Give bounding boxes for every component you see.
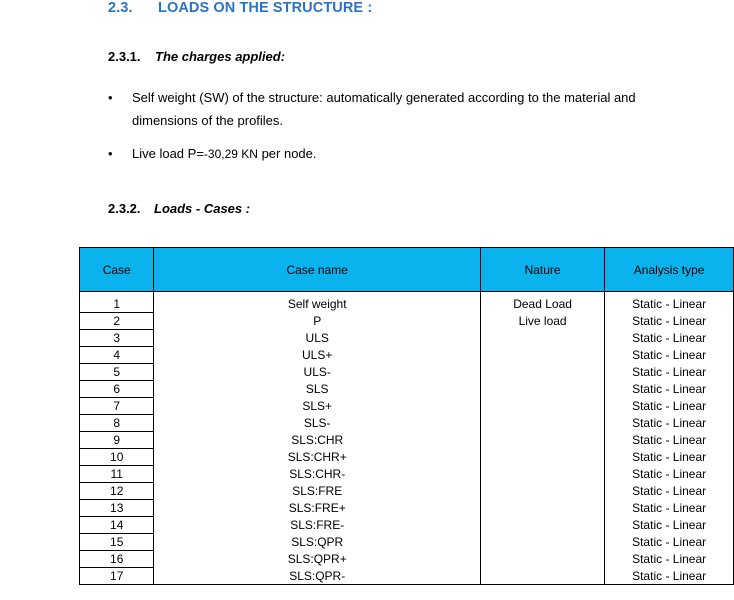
cell-case: 7: [80, 398, 154, 415]
header-case-name: Case name: [154, 248, 480, 292]
table-row: [80, 466, 734, 483]
bullet-dot: •: [108, 146, 113, 161]
cell-case-name: SLS:FRE-: [154, 517, 480, 534]
cell-case-name: SLS+: [154, 398, 480, 415]
table-row: [80, 415, 734, 432]
cell-nature: [480, 415, 604, 432]
subsection-number: 2.3.2.: [108, 201, 141, 216]
cell-nature: [480, 466, 604, 483]
subsection-heading-cases: [108, 201, 250, 216]
cell-analysis-type: Static - Linear: [605, 466, 734, 483]
cell-case: 14: [80, 517, 154, 534]
cell-case: 3: [80, 330, 154, 347]
cell-analysis-type: Static - Linear: [605, 432, 734, 449]
cell-case: 5: [80, 364, 154, 381]
cell-analysis-type: Static - Linear: [605, 398, 734, 415]
cell-case: 1: [80, 296, 154, 313]
cell-analysis-type: Static - Linear: [605, 500, 734, 517]
cell-nature: [480, 517, 604, 534]
cell-case: 10: [80, 449, 154, 466]
table-row: [80, 449, 734, 466]
cell-case: 9: [80, 432, 154, 449]
cell-analysis-type: Static - Linear: [605, 449, 734, 466]
cell-case-name: SLS:FRE: [154, 483, 480, 500]
table-row: [80, 330, 734, 347]
live-load-suffix: per node.: [257, 146, 317, 161]
cell-case: 13: [80, 500, 154, 517]
cell-case-name: SLS:FRE+: [154, 500, 480, 517]
cell-case-name: ULS-: [154, 364, 480, 381]
table-row: [80, 483, 734, 500]
cell-nature: [480, 432, 604, 449]
live-load-prefix: Live load P=: [132, 146, 204, 161]
header-case: Case: [80, 248, 154, 292]
table-row: [80, 398, 734, 415]
table-row: [80, 313, 734, 330]
table-row: [80, 296, 734, 313]
cell-case-name: Self weight: [154, 296, 480, 313]
cell-case: 16: [80, 551, 154, 568]
cell-nature: [480, 347, 604, 364]
table-row: [80, 381, 734, 398]
cell-analysis-type: Static - Linear: [605, 347, 734, 364]
cell-case: 6: [80, 381, 154, 398]
load-cases-table: [79, 247, 734, 585]
cell-nature: [480, 534, 604, 551]
cell-case-name: SLS: [154, 381, 480, 398]
cell-nature: Dead Load: [480, 296, 604, 313]
cell-analysis-type: Static - Linear: [605, 364, 734, 381]
bullet-dot: •: [108, 90, 113, 105]
bullet-text: Self weight (SW) of the structure: automatically generated according to the material and dimensions of the profiles.: [132, 90, 636, 128]
cell-case: 17: [80, 568, 154, 585]
section-number: 2.3.: [108, 0, 133, 16]
cell-analysis-type: Static - Linear: [605, 415, 734, 432]
cell-nature: [480, 551, 604, 568]
bullet-text: [132, 142, 317, 166]
subsection-number: 2.3.1.: [108, 49, 141, 64]
table-row: [80, 551, 734, 568]
section-heading: [108, 0, 372, 16]
cell-case-name: SLS-: [154, 415, 480, 432]
cell-case: 12: [80, 483, 154, 500]
header-analysis-type: Analysis type: [605, 248, 734, 292]
cell-case-name: ULS+: [154, 347, 480, 364]
cell-nature: [480, 483, 604, 500]
table-body: [80, 292, 734, 585]
table-row: [80, 364, 734, 381]
cell-case-name: SLS:QPR: [154, 534, 480, 551]
cell-analysis-type: Static - Linear: [605, 483, 734, 500]
cell-case: 4: [80, 347, 154, 364]
header-nature: Nature: [480, 248, 604, 292]
cell-analysis-type: Static - Linear: [605, 296, 734, 313]
cell-case: 15: [80, 534, 154, 551]
cell-analysis-type: Static - Linear: [605, 313, 734, 330]
table-header-row: [80, 248, 734, 292]
cell-nature: [480, 449, 604, 466]
cell-case: 11: [80, 466, 154, 483]
cell-case-name: SLS:CHR: [154, 432, 480, 449]
live-load-value: -30,29 KN: [203, 147, 258, 161]
cell-analysis-type: Static - Linear: [605, 568, 734, 585]
cell-nature: [480, 381, 604, 398]
subsection-heading-charges: [108, 49, 285, 64]
cell-analysis-type: Static - Linear: [605, 381, 734, 398]
cell-nature: [480, 568, 604, 585]
cell-case: 8: [80, 415, 154, 432]
table-row: [80, 534, 734, 551]
table-row: [80, 347, 734, 364]
subsection-title: Loads - Cases :: [154, 201, 251, 216]
table-row: [80, 517, 734, 534]
cell-analysis-type: Static - Linear: [605, 517, 734, 534]
table-row: [80, 500, 734, 517]
cell-case-name: SLS:CHR+: [154, 449, 480, 466]
cell-case: 2: [80, 313, 154, 330]
table-row: [80, 568, 734, 585]
cell-nature: [480, 364, 604, 381]
cell-nature: [480, 330, 604, 347]
cell-analysis-type: Static - Linear: [605, 330, 734, 347]
subsection-title: The charges applied:: [155, 49, 286, 64]
cell-case-name: SLS:QPR-: [154, 568, 480, 585]
cell-case-name: P: [154, 313, 480, 330]
cell-analysis-type: Static - Linear: [605, 534, 734, 551]
cell-analysis-type: Static - Linear: [605, 551, 734, 568]
cell-case-name: ULS: [154, 330, 480, 347]
cell-case-name: SLS:QPR+: [154, 551, 480, 568]
cell-nature: [480, 398, 604, 415]
section-title: LOADS ON THE STRUCTURE :: [158, 0, 373, 16]
cell-case-name: SLS:CHR-: [154, 466, 480, 483]
cell-nature: Live load: [480, 313, 604, 330]
cell-nature: [480, 500, 604, 517]
table-row: [80, 432, 734, 449]
